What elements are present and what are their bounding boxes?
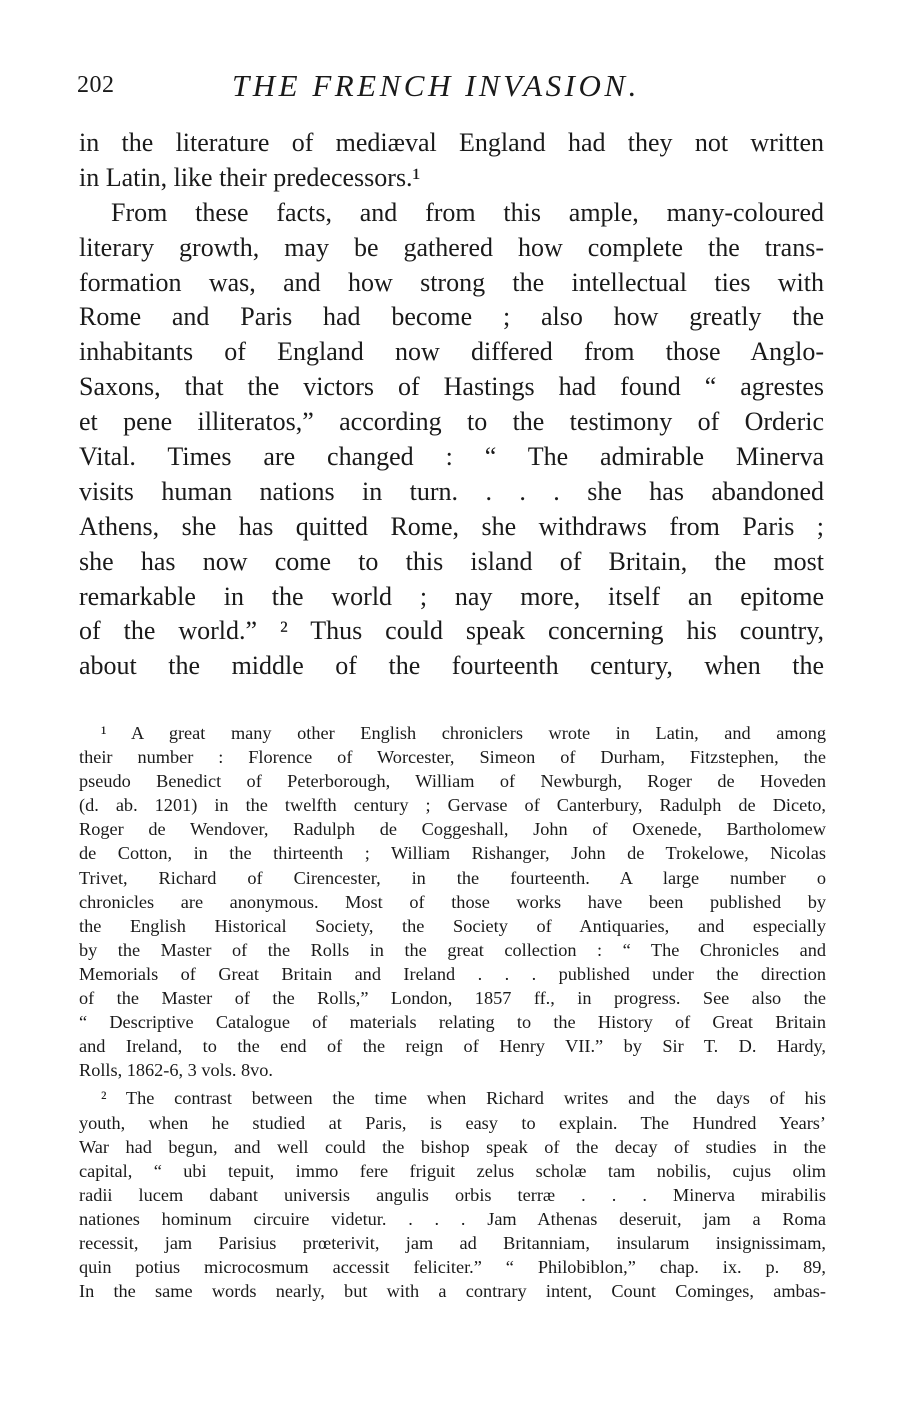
footnote-line: (d. ab. 1201) in the twelfth century ; Gervase of Canterbury, Radulph de Diceto,	[79, 795, 826, 816]
footnote-line: their number : Florence of Worcester, Simeon of Durham, Fitzstephen, the	[79, 747, 826, 768]
body-line: in the literature of mediæval England had they not written	[79, 128, 824, 157]
footnote-line: Roger de Wendover, Radulph de Coggeshall, John of Oxenede, Bartholomew	[79, 819, 826, 840]
footnote-line: recessit, jam Parisius prœterivit, jam ad Britanniam, insularum insignissimam,	[79, 1232, 826, 1253]
body-line: Athens, she has quitted Rome, she withdraws from Paris ;	[79, 511, 824, 541]
body-line: of the world.” ² Thus could speak concerning his country,	[79, 616, 824, 646]
footnote-line: Trivet, Richard of Cirencester, in the fourteenth. A large number o	[79, 867, 826, 888]
body-line: visits human nations in turn. . . . she has abandoned	[79, 476, 824, 506]
body-line: remarkable in the world ; nay more, itself an epitome	[79, 581, 824, 611]
footnote-line: by the Master of the Rolls in the great collection : “ The Chronicles and	[79, 939, 826, 960]
footnote-line: In the same words nearly, but with a contrary intent, Count Cominges, ambas-	[79, 1281, 826, 1302]
footnote-line: chronicles are anonymous. Most of those works have been published by	[79, 891, 826, 912]
footnote-line: “ Descriptive Catalogue of materials relating to the History of Great Britain	[79, 1012, 826, 1033]
body-line: in Latin, like their predecessors.¹	[79, 162, 421, 192]
footnote-2	[79, 1086, 826, 1303]
footnote-line: Rolls, 1862-6, 3 vols. 8vo.	[79, 1060, 273, 1081]
footnote-line: of the Master of the Rolls,” London, 1857 ff., in progress. See also the	[79, 988, 826, 1009]
footnote-line: ² The contrast between the time when Richard writes and the days of his	[101, 1088, 826, 1109]
body-line: Saxons, that the victors of Hastings had found “ agrestes	[79, 372, 824, 402]
footnote-line: the English Historical Society, the Society of Antiquaries, and especially	[79, 915, 826, 936]
footnote-line: pseudo Benedict of Peterborough, William of Newburgh, Roger de Hoveden	[79, 771, 826, 792]
footnote-1	[79, 721, 826, 1082]
footnote-line: capital, “ ubi tepuit, immo fere friguit zelus scholæ tam nobilis, cujus olim	[79, 1160, 826, 1181]
footnote-line: de Cotton, in the thirteenth ; William Rishanger, John de Trokelowe, Nicolas	[79, 843, 826, 864]
body-line: she has now come to this island of Britain, the most	[79, 546, 824, 576]
body-line: about the middle of the fourteenth century, when the	[79, 651, 824, 681]
footnote-line: ¹ A great many other English chroniclers wrote in Latin, and among	[101, 723, 826, 743]
body-line: Rome and Paris had become ; also how greatly the	[79, 302, 824, 332]
body-text	[79, 126, 824, 684]
body-line: From these facts, and from this ample, many-coloured	[111, 197, 824, 227]
footnote-line: War had begun, and well could the bishop speak of the decay of studies in the	[79, 1136, 826, 1157]
body-line: inhabitants of England now differed from those Anglo-	[79, 337, 824, 367]
footnote-line: radii lucem dabant universis angulis orbis terræ . . . Minerva mirabilis	[79, 1184, 826, 1205]
footnote-line: and Ireland, to the end of the reign of Henry VII.” by Sir T. D. Hardy,	[79, 1036, 826, 1057]
body-line: et pene illiteratos,” according to the testimony of Orderic	[79, 407, 824, 437]
running-title: THE FRENCH INVASION.	[232, 68, 640, 103]
body-line: formation was, and how strong the intellectual ties with	[79, 267, 824, 297]
page-number: 202	[77, 72, 115, 98]
body-line: literary growth, may be gathered how complete the trans-	[79, 232, 824, 262]
footnote-line: quin potius microcosmum accessit feliciter.” “ Philobiblon,” chap. ix. p. 89,	[79, 1257, 826, 1278]
body-line: Vital. Times are changed : “ The admirable Minerva	[79, 442, 824, 472]
footnote-line: youth, when he studied at Paris, is easy to explain. The Hundred Years’	[79, 1112, 826, 1133]
footnote-line: nationes hominum circuire videtur. . . . Jam Athenas deseruit, jam a Roma	[79, 1208, 826, 1229]
footnote-line: Memorials of Great Britain and Ireland . . . published under the direction	[79, 963, 826, 984]
footnotes	[79, 721, 826, 1303]
